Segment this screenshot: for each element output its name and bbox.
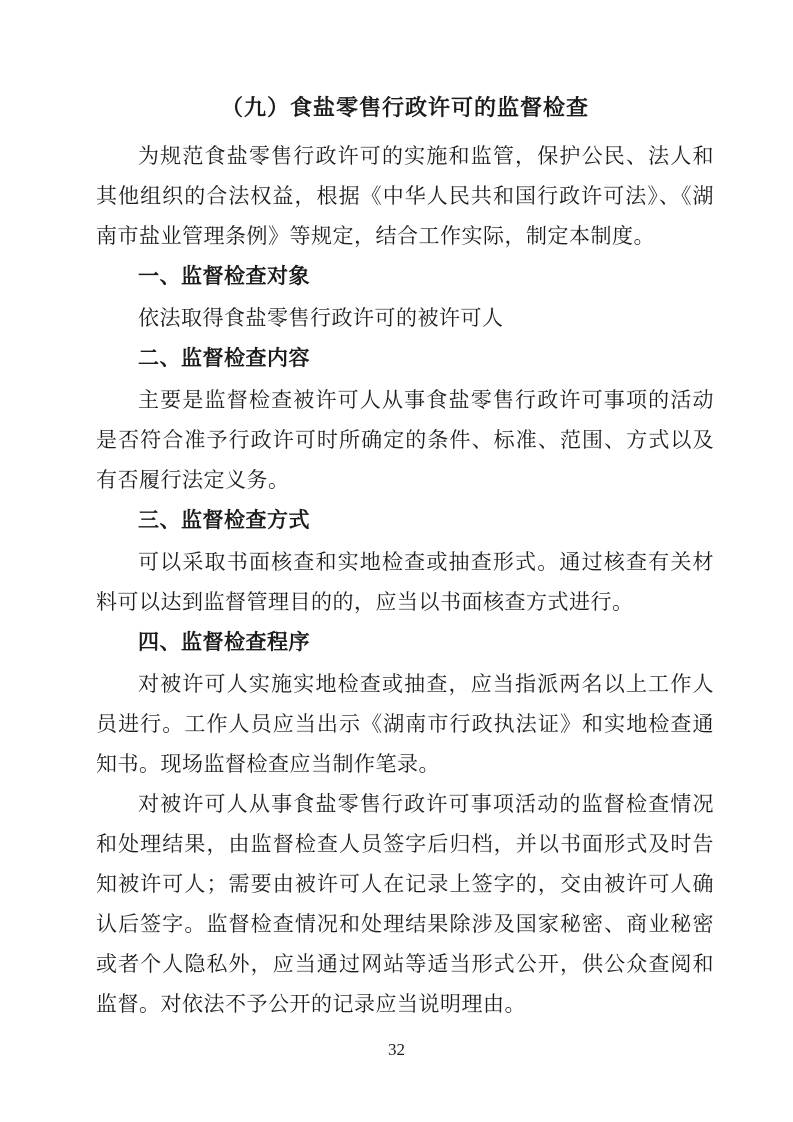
paragraph: 依法取得食盐零售行政许可的被许可人 [138,306,504,330]
paragraph: 可以采取书面核查和实地检查或抽查形式。通过核查有关材料可以达到监督管理目的的，应当以书面核查方式进行。 [96,550,714,614]
paragraph: 对被许可人从事食盐零售行政许可事项活动的监督检查情况和处理结果，由监督检查人员签字后归档，并以书面形式及时告知被许可人；需要由被许可人在记录上签字的，交由被许可人确认后签字。监督检查情况和处理结果除涉及国家秘密、商业秘密或者个人隐私外，应当通过网站等适当形式公开，供公众查阅和监督。对依法不予公开的记录应当说明理由。 [96,792,714,1016]
section-heading: 二、监督检查内容 [138,347,310,370]
page-number: 32 [388,1040,405,1059]
section-heading: 一、监督检查对象 [138,265,310,288]
paragraph: 为规范食盐零售行政许可的实施和监管，保护公民、法人和其他组织的合法权益，根据《中华人民共和国行政许可法》、《湖南市盐业管理条例》等规定，结合工作实际，制定本制度。 [96,144,714,248]
section-heading: 三、监督检查方式 [138,509,310,532]
document-title: （九）食盐零售行政许可的监督检查 [220,95,589,120]
paragraph: 主要是监督检查被许可人从事食盐零售行政许可事项的活动是否符合准予行政许可时所确定的条件、标准、范围、方式以及有否履行法定义务。 [96,388,714,492]
document-body [96,136,714,1024]
paragraph: 对被许可人实施实地检查或抽查，应当指派两名以上工作人员进行。工作人员应当出示《湖南市行政执法证》和实地检查通知书。现场监督检查应当制作笔录。 [96,672,714,776]
section-heading: 四、监督检查程序 [138,631,310,654]
